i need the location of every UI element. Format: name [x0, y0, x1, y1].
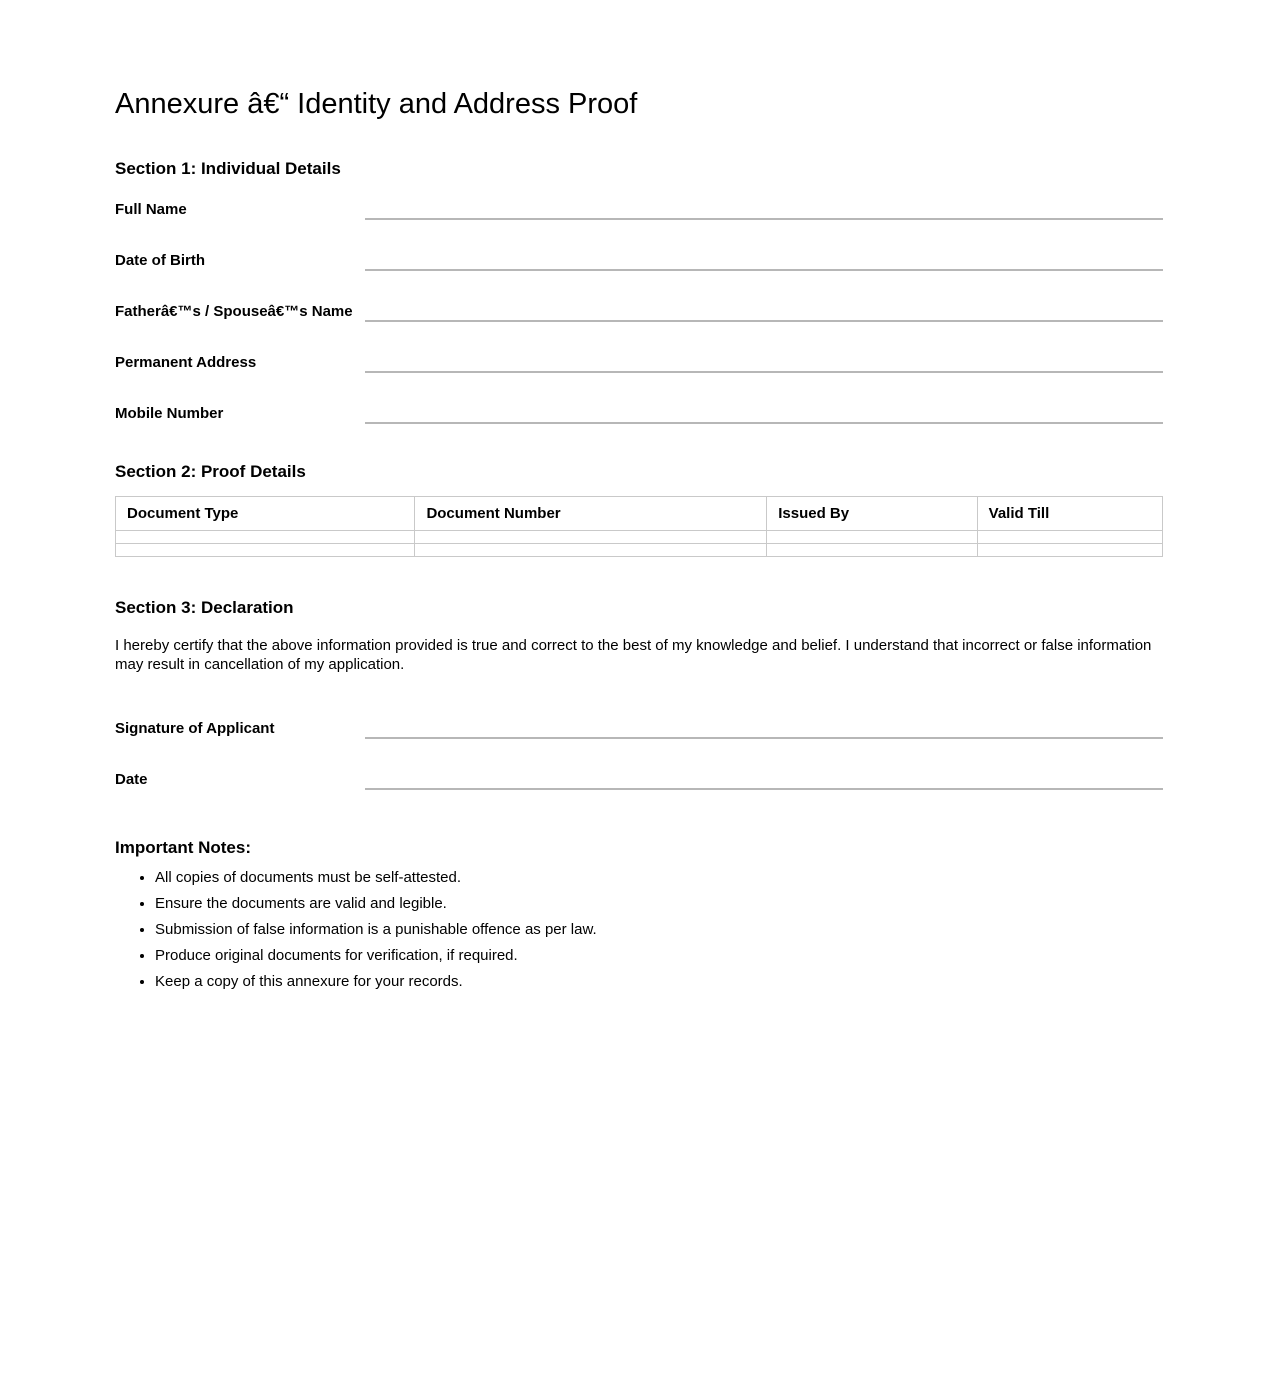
- table-cell-issued-by[interactable]: [767, 531, 977, 544]
- father-spouse-name-input-line[interactable]: [365, 302, 1163, 322]
- father-spouse-name-label: Fatherâ€™s / Spouseâ€™s Name: [115, 302, 353, 320]
- field-row-father-spouse-name: [115, 302, 1163, 322]
- proof-details-table: [115, 496, 1163, 557]
- mobile-number-input-line[interactable]: [365, 404, 1163, 424]
- permanent-address-label: Permanent Address: [115, 353, 257, 371]
- table-cell-valid-till[interactable]: [977, 544, 1162, 557]
- table-cell-document-number[interactable]: [415, 544, 767, 557]
- field-row-permanent-address: [115, 353, 1163, 373]
- full-name-input-line[interactable]: [365, 200, 1163, 220]
- table-row: [116, 531, 1163, 544]
- column-header-document-type: Document Type: [116, 497, 415, 531]
- table-cell-valid-till[interactable]: [977, 531, 1162, 544]
- date-label: Date: [115, 770, 148, 788]
- section-2-heading: Section 2: Proof Details: [115, 461, 306, 481]
- important-notes-list: [115, 868, 1163, 991]
- column-header-valid-till: Valid Till: [977, 497, 1162, 531]
- field-row-mobile-number: [115, 404, 1163, 424]
- field-row-signature: [115, 719, 1163, 739]
- table-cell-issued-by[interactable]: [767, 544, 977, 557]
- section-3-heading: Section 3: Declaration: [115, 598, 294, 618]
- permanent-address-input-line[interactable]: [365, 353, 1163, 373]
- column-header-issued-by: Issued By: [767, 497, 977, 531]
- full-name-label: Full Name: [115, 200, 187, 218]
- column-header-document-number: Document Number: [415, 497, 767, 531]
- section-1-heading: Section 1: Individual Details: [115, 159, 341, 179]
- date-of-birth-input-line[interactable]: [365, 251, 1163, 271]
- important-notes-heading: Important Notes:: [115, 837, 251, 857]
- page-title: Annexure â€“ Identity and Address Proof: [115, 88, 638, 120]
- table-cell-document-type[interactable]: [116, 531, 415, 544]
- individual-details-form: [115, 200, 1163, 424]
- signature-input-line[interactable]: [365, 719, 1163, 739]
- note-item: • Keep a copy of this annexure for your records.: [155, 972, 1163, 991]
- signature-area: [115, 719, 1163, 790]
- table-row: [116, 544, 1163, 557]
- signature-label: Signature of Applicant: [115, 719, 275, 737]
- declaration-text: I hereby certify that the above information provided is true and correct to the best of my knowledge and belief. I understand that incorrect or false information may result in cancellation of my application.: [115, 636, 1152, 673]
- date-input-line[interactable]: [365, 770, 1163, 790]
- note-item: • Ensure the documents are valid and legible.: [155, 894, 1163, 913]
- note-item: • Produce original documents for verification, if required.: [155, 946, 1163, 965]
- table-cell-document-type[interactable]: [116, 544, 415, 557]
- field-row-date-of-birth: [115, 251, 1163, 271]
- date-of-birth-label: Date of Birth: [115, 251, 205, 269]
- table-header-row: [116, 497, 1163, 531]
- field-row-full-name: [115, 200, 1163, 220]
- note-item: • All copies of documents must be self-attested.: [155, 868, 1163, 887]
- table-cell-document-number[interactable]: [415, 531, 767, 544]
- field-row-date: [115, 770, 1163, 790]
- mobile-number-label: Mobile Number: [115, 404, 224, 422]
- note-item: • Submission of false information is a punishable offence as per law.: [155, 920, 1163, 939]
